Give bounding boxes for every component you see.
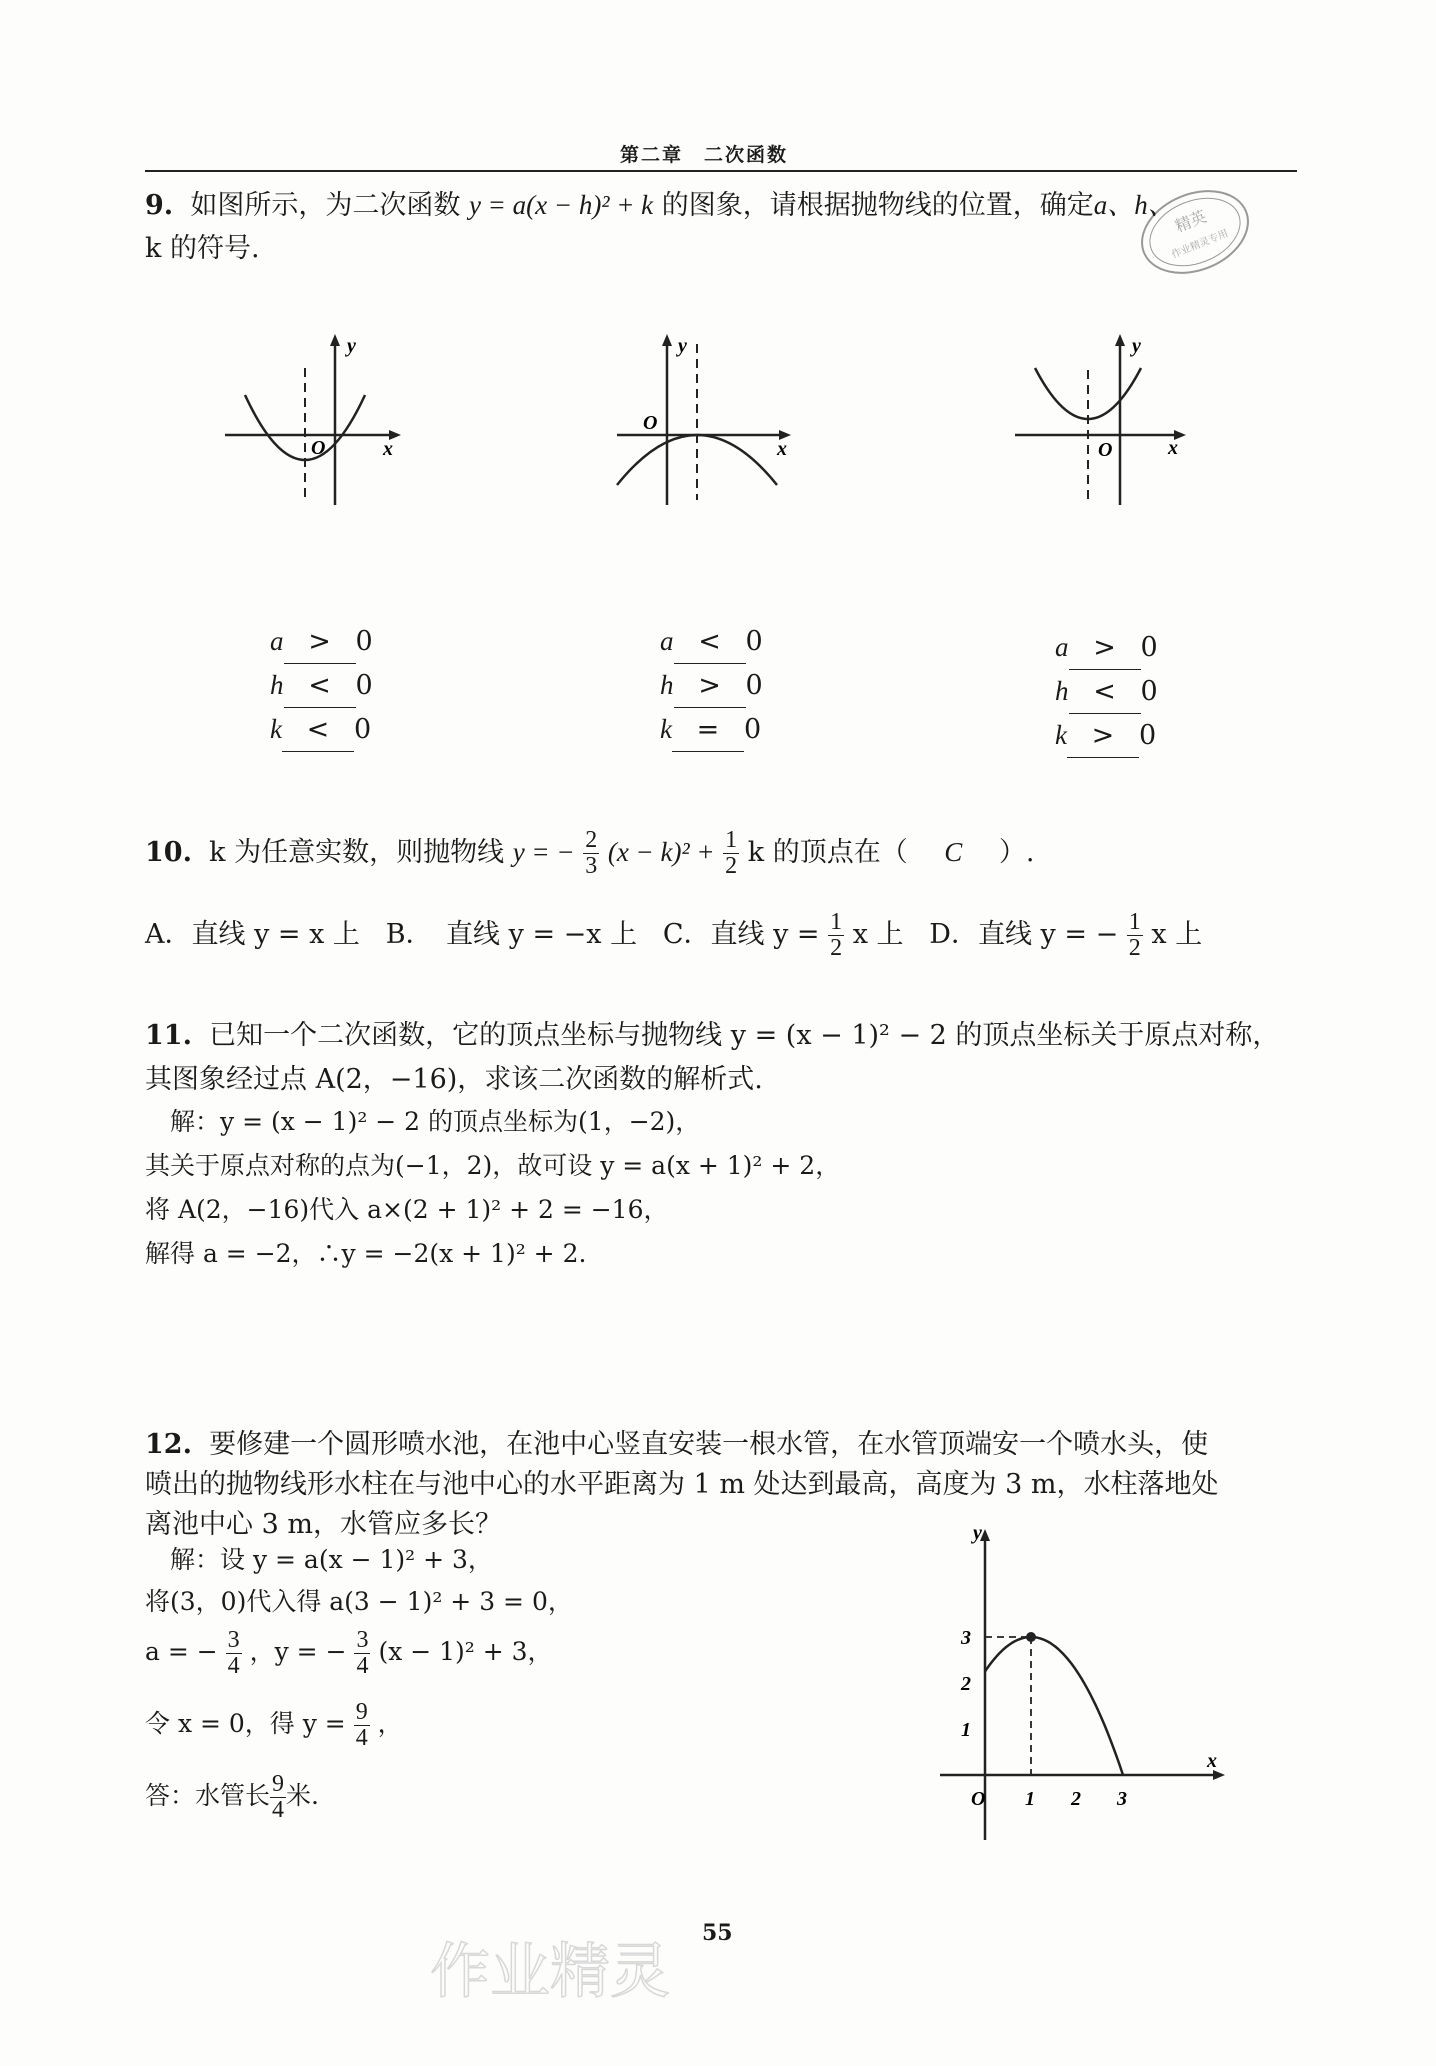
parabola-series-line	[985, 1637, 1123, 1775]
y-tick-label: 1	[961, 1719, 971, 1741]
watermark-logo	[420, 1930, 680, 2010]
q11-sol-line: 解得 a = −2，∴y = −2(x + 1)² + 2.	[145, 1239, 587, 1268]
q12-x-label: x	[1207, 1750, 1217, 1772]
answer-h: <	[1069, 671, 1141, 714]
q9g1-x-label: x	[383, 438, 393, 460]
q10-option-c-frac	[828, 910, 844, 961]
q12-sol-1: 解：设 y = a(x − 1)² + 3，	[145, 1545, 493, 1574]
header-rule	[145, 170, 1297, 172]
q12-sol5-pre: 答：水管长	[145, 1781, 271, 1811]
q12-line3: 离池中心 3 m，水管应多长？	[145, 1509, 502, 1540]
q12-text-1: 要修建一个圆形喷水池，在池中心竖直安装一根水管，在水管顶端安一个喷水头，使	[209, 1429, 1209, 1460]
frac-den: 4	[272, 1797, 285, 1824]
svg-text:作业精灵: 作业精灵	[430, 1937, 670, 2007]
q12-frac-9-4	[354, 1700, 370, 1751]
q11-line2: 其图象经过点 A(2，−16)，求该二次函数的解析式.	[145, 1064, 763, 1095]
label-h: h	[660, 670, 674, 700]
q12-sol-5	[145, 1772, 319, 1823]
svg-text:作业精灵专用: 作业精灵专用	[1170, 228, 1230, 261]
q12-sol4-pre: 令 x = 0，得 y =	[145, 1709, 346, 1739]
y-tick-label: 2	[961, 1673, 971, 1695]
q10-answer: C	[944, 837, 963, 868]
label-k: k	[660, 714, 672, 744]
frac-num: 9	[355, 1699, 368, 1725]
q9-text-a: 如图所示，为二次函数	[190, 190, 461, 221]
q11-sol-line: 其关于原点对称的点为(−1，2)，故可设 y = a(x + 1)² + 2，	[145, 1151, 841, 1180]
frac-den: 4	[356, 1653, 369, 1680]
q10-line1	[145, 828, 1035, 879]
q9-answers-3	[1055, 626, 1158, 758]
zero: 0	[1140, 676, 1158, 707]
q9g1-origin-label: O	[311, 437, 326, 459]
label-k: k	[1055, 720, 1067, 750]
label-a: a	[270, 626, 284, 656]
label-h: h	[270, 670, 284, 700]
q9-text-b: 的图象，请根据抛物线的位置，确定	[661, 190, 1094, 221]
q10-frac-1-2	[723, 828, 739, 879]
q12-line1	[145, 1422, 1208, 1461]
q12-sol-3	[145, 1628, 553, 1679]
label-a: a	[660, 626, 674, 656]
frac-den: 3	[585, 853, 598, 880]
zero: 0	[355, 626, 373, 657]
q10-option-c-pre: C．直线 y =	[662, 919, 820, 951]
zero: 0	[1140, 632, 1158, 663]
q10-option-b: B． 直线 y = −x 上	[385, 919, 638, 951]
q9g2-origin-label: O	[643, 412, 658, 434]
zero: 0	[353, 714, 372, 745]
q10-options	[145, 910, 1202, 961]
q10-option-c-post: x 上	[852, 919, 904, 951]
q10-text-a: k 为任意实数，则抛物线	[209, 837, 505, 869]
q10-option-a: A．直线 y = x 上	[145, 919, 360, 951]
frac-num: 1	[1128, 909, 1141, 935]
q12-sol-4	[145, 1700, 403, 1751]
answer-k: >	[1067, 715, 1139, 758]
frac-num: 1	[830, 909, 843, 935]
frac-den: 2	[1128, 935, 1141, 962]
q10-frac-2-3	[583, 828, 599, 879]
y-tick-label: 3	[961, 1627, 971, 1649]
frac-num: 9	[272, 1771, 285, 1797]
zero: 0	[1138, 720, 1157, 751]
frac-num: 2	[585, 827, 598, 853]
frac-den: 2	[725, 853, 738, 880]
vertex-point	[1026, 1632, 1036, 1642]
answer-a: >	[1069, 627, 1141, 670]
x-tick-label: 2	[1071, 1788, 1081, 1810]
zero: 0	[743, 714, 762, 745]
q9g1-y-label: y	[347, 335, 356, 357]
q9g3-origin-label: O	[1098, 439, 1113, 461]
label-k: k	[270, 714, 282, 744]
q11-sol-line: 解：y = (x − 1)² − 2 的顶点坐标为(1，−2)，	[145, 1107, 701, 1136]
answer-a: >	[284, 621, 356, 664]
q10-number: 10.	[145, 837, 192, 869]
frac-den: 4	[227, 1653, 240, 1680]
q9-line2: k 的符号.	[145, 233, 260, 264]
label-a: a	[1055, 632, 1069, 662]
zero: 0	[745, 626, 763, 657]
q9g3-y-label: y	[1132, 335, 1141, 357]
q12-y-label: y	[973, 1522, 982, 1544]
x-tick-label: 3	[1117, 1788, 1127, 1810]
q12-frac-3-4b	[354, 1628, 370, 1679]
q12-sol3-pre: a = −	[145, 1637, 218, 1667]
frac-den: 2	[830, 935, 843, 962]
q11-text-1: 已知一个二次函数，它的顶点坐标与抛物线 y = (x − 1)² − 2 的顶点坐标关于原点对称，	[209, 1020, 1280, 1051]
q9-graph-1	[215, 330, 405, 510]
q12-number: 12.	[145, 1429, 192, 1460]
q12-sol3-post: (x − 1)² + 3，	[378, 1637, 553, 1667]
q9-answers-1	[270, 620, 373, 752]
page-number: 55	[702, 1920, 733, 1946]
q10-option-d-pre: D．直线 y = −	[929, 919, 1119, 951]
q10-option-d-post: x 上	[1151, 919, 1203, 951]
q12-origin-label: O	[971, 1788, 986, 1810]
q10-formula-a: y = −	[512, 837, 575, 868]
q12-frac-3-4	[226, 1628, 242, 1679]
q12-sol4-post: ，	[377, 1709, 403, 1739]
q9g3-x-label: x	[1168, 437, 1178, 459]
q9-graph-3	[1010, 330, 1200, 510]
zero: 0	[745, 670, 763, 701]
answer-k: <	[282, 709, 354, 752]
q12-sol-2: 将(3，0)代入得 a(3 − 1)² + 3 = 0，	[145, 1587, 573, 1616]
q10-formula-b: (x − k)² +	[607, 837, 715, 868]
q12-parabola-chart	[935, 1515, 1235, 1845]
q9-line1	[145, 183, 1175, 222]
q9g2-y-label: y	[678, 335, 687, 357]
q10-option-d-frac	[1127, 910, 1143, 961]
q9-answers-2	[660, 620, 763, 752]
q12-sol3-mid: ，y = −	[249, 1637, 347, 1667]
q12-line2: 喷出的抛物线形水柱在与池中心的水平距离为 1 m 处达到最高，高度为 3 m，水柱落地处	[145, 1469, 1219, 1500]
q9g2-x-label: x	[777, 438, 787, 460]
svg-text:精英: 精英	[1172, 206, 1210, 237]
answer-a: <	[674, 621, 746, 664]
x-tick-label: 1	[1025, 1788, 1035, 1810]
q9-formula: y = a(x − h)² + k	[468, 190, 654, 220]
q9-graph-2	[605, 330, 795, 510]
q11-solution	[145, 1100, 840, 1276]
frac-num: 1	[725, 827, 738, 853]
q10-formula-c: k 的顶点在（	[747, 837, 908, 869]
answer-h: <	[284, 665, 356, 708]
frac-num: 3	[227, 1627, 240, 1653]
q12-sol5-post: 米.	[286, 1781, 319, 1811]
chapter-header: 第二章 二次函数	[620, 144, 789, 166]
q10-close: ）.	[998, 837, 1035, 869]
answer-h: >	[674, 665, 746, 708]
frac-den: 4	[355, 1725, 368, 1752]
label-h: h	[1055, 676, 1069, 706]
q9-number: 9.	[145, 190, 174, 221]
zero: 0	[355, 670, 373, 701]
q11-sol-line: 将 A(2，−16)代入 a×(2 + 1)² + 2 = −16，	[145, 1195, 669, 1224]
q11-number: 11.	[145, 1020, 192, 1051]
answer-k: =	[672, 709, 744, 752]
q12-frac-9-4b	[270, 1772, 286, 1823]
frac-num: 3	[356, 1627, 369, 1653]
q9-vars: a、h、	[1093, 190, 1175, 220]
q11-line1	[145, 1013, 1279, 1052]
